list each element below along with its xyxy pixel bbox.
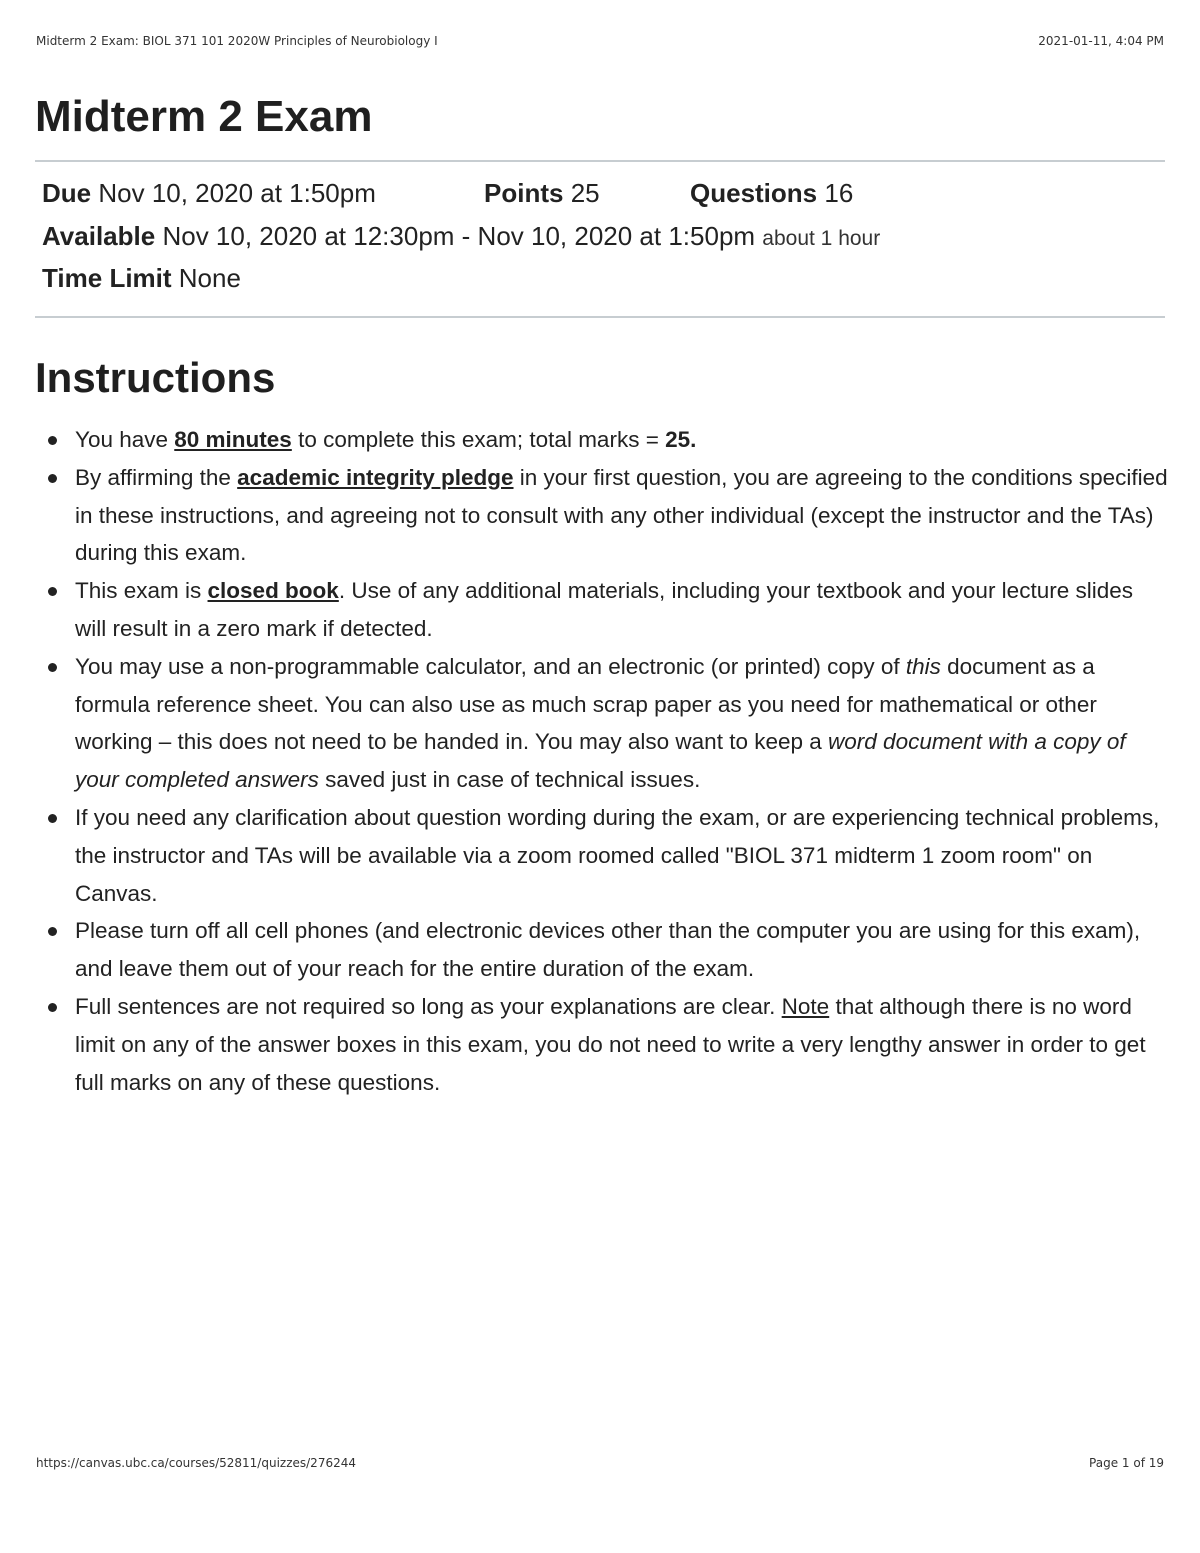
due-value: Nov 10, 2020 at 1:50pm	[98, 178, 376, 208]
bullet-icon	[48, 663, 57, 672]
list-item	[44, 421, 1169, 459]
instruction-text-run: 25.	[665, 427, 697, 452]
instruction-text-run: that although there is no word limit on any of the answer boxes in this exam, you do not need to write a very lengthy answer in order to get full marks on any of these questions.	[75, 993, 1146, 1095]
instruction-text-run: By affirming the	[75, 464, 238, 490]
bullet-icon	[48, 814, 57, 823]
page-title: Midterm 2 Exam	[35, 92, 373, 141]
divider-bottom	[35, 316, 1165, 318]
instruction-text-run: academic integrity pledge	[237, 464, 514, 490]
points-detail	[484, 178, 600, 209]
available-label: Available	[42, 221, 156, 251]
list-item	[44, 459, 1169, 572]
list-item	[44, 988, 1169, 1101]
list-item	[44, 799, 1169, 912]
instruction-text-run: in your first question, you are agreeing to the conditions specified in these instructions, and agreeing not to consult with any other individual (except the instructor and the TAs) during this exam.	[75, 464, 1168, 566]
instruction-text-run: closed book	[207, 578, 339, 604]
instructions-heading: Instructions	[35, 354, 276, 401]
instruction-text-run: to complete this exam; total marks =	[291, 427, 666, 452]
bullet-icon	[48, 587, 57, 596]
instruction-text-run: Full sentences are not required so long as your explanations are clear.	[75, 993, 782, 1019]
print-header-timestamp: 2021-01-11, 4:04 PM	[1038, 34, 1164, 48]
questions-label: Questions	[690, 178, 818, 208]
instruction-text-run: saved just in case of technical issues.	[318, 767, 701, 793]
instruction-text-run: Please turn off all cell phones (and electronic devices other than the computer you are using for this exam), and leave them out of your reach for the entire duration of the exam.	[75, 918, 1141, 982]
list-item	[44, 572, 1169, 648]
instruction-text-run: Note	[781, 993, 830, 1019]
list-item	[44, 912, 1169, 988]
availability-detail	[42, 221, 880, 252]
time-limit-detail	[42, 263, 241, 294]
print-header	[36, 34, 1164, 48]
instruction-text-run: If you need any clarification about question wording during the exam, or are experiencing technical problems, the instructor and TAs will be available via a zoom roomed called "BIOL 371 midterm 1 zoom room" on Canvas.	[75, 804, 1160, 906]
instruction-text-run: This exam is	[75, 578, 208, 604]
divider-top	[35, 160, 1165, 162]
bullet-icon	[48, 1003, 57, 1012]
instruction-text-run: 80 minutes	[174, 427, 292, 452]
instruction-text-run: this	[905, 653, 941, 679]
instruction-text-run: document as a formula reference sheet. You can also use as much scrap paper as you need for mathematical or other working – this does not need to be handed in. You may also want to keep a	[75, 653, 1097, 755]
time-limit-value: None	[178, 263, 241, 293]
instruction-text-run: word document with a copy of your completed answers	[75, 729, 1126, 793]
instruction-text-run: . Use of any additional materials, including your textbook and your lecture slides will result in a zero mark if detected.	[75, 578, 1133, 641]
points-value: 25	[570, 178, 600, 208]
bullet-icon	[48, 474, 57, 483]
questions-detail	[690, 178, 853, 209]
available-duration: about 1 hour	[762, 227, 881, 250]
points-label: Points	[484, 178, 564, 208]
print-header-title: Midterm 2 Exam: BIOL 371 101 2020W Principles of Neurobiology I	[36, 34, 438, 48]
time-limit-label: Time Limit	[42, 263, 172, 293]
print-footer-url: https://canvas.ubc.ca/courses/52811/quizzes/276244	[36, 1456, 356, 1470]
bullet-icon	[48, 927, 57, 936]
questions-value: 16	[824, 178, 854, 208]
instruction-text-run: You have	[75, 427, 175, 452]
print-footer	[36, 1456, 1164, 1470]
instruction-text-run: You may use a non-programmable calculator, and an electronic (or printed) copy of	[75, 653, 906, 679]
bullet-icon	[48, 436, 57, 445]
due-detail	[42, 178, 376, 209]
list-item	[44, 648, 1169, 799]
due-label: Due	[42, 178, 92, 208]
available-value: Nov 10, 2020 at 12:30pm - Nov 10, 2020 at 1:50pm	[162, 221, 756, 251]
print-footer-page-number: Page 1 of 19	[1089, 1456, 1164, 1470]
instructions-list	[44, 421, 1169, 1101]
